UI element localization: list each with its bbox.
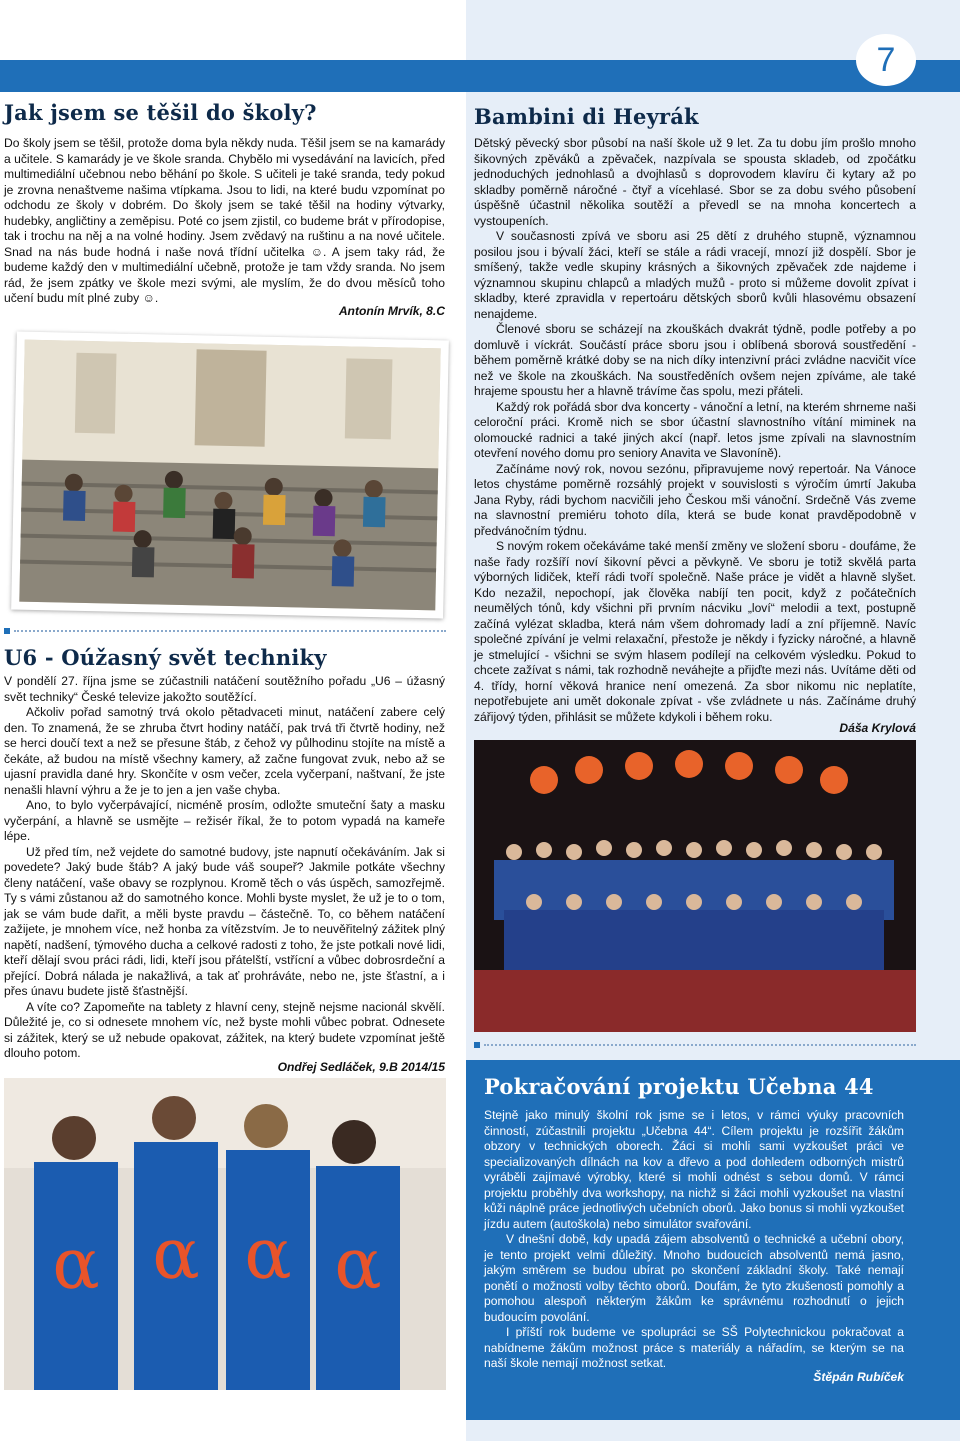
separator-right bbox=[484, 1044, 916, 1049]
article3-p1: Dětský pěvecký sbor působí na naší škole už 9 let. Za tu dobu jím prošlo mnoho šikovných zpěváků a zpěvaček, nazpívala se spousta skladeb, od zpočátku jednoduchých jednohlasů a dvojhlasů s doprovodem klavíru či kytary až po skladby poměrně náročné - čtyř a vícehlasé. Sbor se za dobu svého působení úspěšně účastnil několika soutěží a převedl se na mnoha koncertech a vystoupeních. bbox=[474, 136, 916, 228]
article2-p4: Už před tím, než vejdete do samotné budovy, jste napnutí očekáváním. Jak si povedete? Jaký bude štáb? A jaký bude váš soupeř? Jakmile potkáte všechny členy natáčení, vaše obavy se rozplynou. Kromě těch o vás úspěch, samozřejmě. Ty s vámi zůstanou až do samotného konce. Mohli byste myslet, že už je to o tom, jak se vám bude dařit, a měli byste pravdu – částečně. To, co během natáčení zažijete, je mnohem více, než honba za vítězstvím. Je to neuvěřitelný zážitek plný napětí, nadšení, týmového ducha a celkové radosti z toho, že jste potkali nové lidi, kteří dělají svou práci rádi, lidi, kteří jsou přátelští, vstřícní a vůbec dobrosrdeční a přející. Dobrá nálada je nakažlivá, a tak ať prohráváte, nebo ne, jste šťastní, a i přes únavu budete jistě šťastnější. bbox=[4, 844, 445, 998]
article2-author: Ondřej Sedláček, 9.B 2014/15 bbox=[277, 1060, 445, 1074]
article4-p1: Stejně jako minulý školní rok jsme se i letos, v rámci výuky pracovních činností, zúčastnili projektu „Učebna 44“. Cílem projektu je rozšířit žákům obzory v technických oborech. Žáci si mohli sami vyzkoušet práci ve specializovaných dílnách na kov a dřevo a pod dohledem odborných mistrů vyráběli zajímavé výrobky, které si mohli odnést s sebou domů. V rámci projektu proběhly dva workshopy, na nichž si žáci mohli vyzkoušet na vlastní kůži náplně práce jednotlivých učebních oborů. Jako bonus si mohli vyzkoušet jízdu autem (autoškola) nebo simulátor svařování. bbox=[484, 1108, 904, 1231]
article1-author: Antonín Mrvík, 8.C bbox=[338, 304, 445, 318]
article4-body bbox=[484, 1108, 904, 1372]
article1-title: Jak jsem se těšil do školy? bbox=[4, 100, 317, 125]
article2-p5: A víte co? Zapomeňte na tablety z hlavní ceny, stejně nejsme nacionál skvělí. Důležité je, co si odnesete mnohem víc, než byste mohli vůbec pobrat. Odnesete si zážitek, který se už nebude opakovat, zážitek, na který budete vzpomínat ještě dlouho potom. bbox=[4, 999, 445, 1060]
svg-text:α: α bbox=[334, 1223, 382, 1305]
svg-text:α: α bbox=[244, 1213, 292, 1295]
article1-text: Do školy jsem se těšil, protože doma byla někdy nuda. Těšil jsem se na kamarády a učitele. S kamarády je ve škole sranda. Chybělo mi vysedávání na lavicích, před multimediální učebnou nebo běhání po škole. S učiteli je také sranda, tedy pokud je zrovna nenaštveme našima vtípkama. Jsou to lidi, na které budu vzpomínat po odchodu ze školy v dobrém. Do školy jsem se také těšil na hodiny výtvarky, hudebky, angličtiny a zeměpisu. Poté co jsem zjistil, co budeme brát v přírodopise, tak i trochu na něj a na volné hodiny. Jsem zvědavý na ruštinu a na nové učitele. Snad na nás bude hodná i naše nová třídní učitelka ☺. A jsem taky rád, že budeme každý den v multimediální učebně, protože je tam vždy sranda. No jsem rád, že jsem zpátky ve škole mezi svými, ale myslím, že do dvou měsíců toho učení budu mít plné zuby ☺. bbox=[4, 136, 445, 305]
separator-square-left bbox=[4, 628, 10, 634]
article1-body bbox=[4, 136, 445, 307]
article4-p2: V dnešní době, kdy upadá zájem absolventů o technické a učební obory, je tento projekt velmi důležitý. Mnoho budoucích absolventů nemá jasno, jakým směrem se budou ubírat po skončení základní školy. Také nemají ponětí o možnosti volby těchto oborů. Doufám, že tyto zkušenosti pomohly a pomohou alespoň některým žákům ke správnému rozhodnutí o jejich budoucím povolání. bbox=[484, 1232, 904, 1324]
separator-square-right bbox=[474, 1042, 480, 1048]
article3-title: Bambini di Heyrák bbox=[474, 104, 699, 129]
article3-p5: Začínáme nový rok, novou sezónu, připravujeme nový repertoár. Na Vánoce letos chystáme poměrně rozsáhlý projekt v souvislosti s výročím úmrtí Jakuba Jana Ryby, rádi bychom nacvičili jeho Českou mši vánoční. Srdečně Vás zveme na slavnostní premiéru tohoto díla, která se bude konat pravděpodobně v předvánočním týdnu. bbox=[474, 461, 916, 538]
photo-choir-image bbox=[474, 740, 916, 1032]
svg-text:α: α bbox=[52, 1223, 100, 1305]
article2-p1: V pondělí 27. října jsme se zúčastnili natáčení soutěžního pořadu „U6 – úžasný svět techniky“ České televize jakožto soutěžící. bbox=[4, 674, 445, 704]
svg-text:α: α bbox=[152, 1213, 200, 1295]
photo-stairs-image bbox=[11, 332, 449, 619]
article3-p4: Každý rok pořádá sbor dva koncerty - vánoční a letní, na kterém shrneme naši celoroční práci. Kromě nich se sbor účastní slavnostního vítání miminek na olomoucké radnici a také jiných akcí (např. letos jsme zpívali na slavnostním otevření nového domu pro seniory Anavita ve Slavoníně). bbox=[474, 399, 916, 460]
article4-author: Štěpán Rubíček bbox=[813, 1370, 904, 1384]
article4-p3: I příští rok budeme ve spolupráci se SŠ Polytechnickou pokračovat a nabídneme žákům možnost práce s materiály a nářadím, se kterým se na naší škole nemají možnost setkat. bbox=[484, 1325, 904, 1370]
article2-title: U6 - Oúžasný svět techniky bbox=[4, 645, 327, 670]
photo-u6-image bbox=[4, 1078, 446, 1390]
photo-u6-team bbox=[4, 1078, 446, 1390]
article3-body bbox=[474, 136, 916, 725]
page-number: 7 bbox=[856, 34, 916, 86]
photo-choir bbox=[474, 740, 916, 1032]
article2-p2: Ačkoliv pořad samotný trvá okolo pětadvaceti minut, natáčení zabere celý den. To znamená, že se zhruba čtvrt hodiny natáčí, pak trvá tři čtvrtě hodiny, než se herci doučí text a než se přesune štáb, z čehož vy půlhodinu stojíte na místě a čekáte, až budou na místě všechny kamery, až začne fungovat zvuk, nebo až se ujasní pravidla dané hry. Skončíte v osm večer, zcela vyčerpaní, naštvaní, že jste nenašli hlavní výhru a že je to jen a jen vaše chyba. bbox=[4, 705, 445, 797]
separator-left bbox=[14, 630, 446, 635]
article2-p3: Ano, to bylo vyčerpávající, nicméně prosím, odložte smuteční šaty a masku vyčerpání, a hlavně se usmějte – režisér říkal, že to potom vypadá na kameře lépe. bbox=[4, 798, 445, 843]
photo-students-stairs bbox=[11, 332, 449, 619]
article3-p2: V současnosti zpívá ve sboru asi 25 dětí z druhého stupně, významnou posilou jsou i bývalí žáci, kteří se stále a rádi vracejí, mnozí již dospělí. Sbor je smíšený, takže vedle skupiny krásných a šikovných zpěvaček zde najdeme i významnou skupinu chlapců a mladých mužů - proto si můžeme dovolit zpívat i skladby, které zpravidla v repertoáru dětských sborů kvůli hlasovému obsazení nenajdeme. bbox=[474, 229, 916, 321]
article2-body bbox=[4, 674, 445, 1062]
header-blue-bar bbox=[0, 60, 960, 92]
article4-title: Pokračování projektu Učebna 44 bbox=[484, 1074, 874, 1099]
article3-p3: Členové sboru se scházejí na zkouškách dvakrát týdně, podle potřeby a po domluvě i víckrát. Součástí práce sboru jsou i oblíbená sborová soustředění - během poměrně krátké doby se na nich díky intenzivní práci zvládne nacvičit více než ve škole na zkouškách. Na soustředěních ovšem nejen zpíváme, ale také hrajeme spoustu her a hlavně trávíme čas spolu, mezi přáteli. bbox=[474, 322, 916, 398]
article3-author: Dáša Krylová bbox=[839, 721, 916, 735]
article3-p6: S novým rokem očekáváme také menší změny ve složení sboru - doufáme, že naše řady rozšíří noví šikovní pěvci a pěvkyně. Ve sboru je totiž skvělá parta výborných lidiček, kteří rádi tvoří společně. Naše práce je vidět a hlavně slyšet. Kdo nezažil, nepochopí, jak člověka nabíjí ten pocit, když z počátečních neumělých tónů, kdy všichni při prvním nácviku „loví“ melodii a text, postupně začíná vylézat skladba, která nám všem dohromady ladí a zní příjemně. Navíc společné zpívání je velmi relaxační, přestože je někdy i fyzicky náročné, a hlavně je stmelující - všichni se svým hlasem podílejí na celkovém výsledku. Pokud to chcete zažívat s námi, tak rozhodně neváhejte a přijďte mezi nás. Uvítáme děti od 4. třídy, horní věková hranice není omezená. Za sbor nikomu nic neplatíte, nepotřebujete ani umět dokonale zpívat - vše zvládnete u nás. Začínáme druhý zářijový týden, přihlásit se můžete kdykoli i během roku. bbox=[474, 539, 916, 724]
